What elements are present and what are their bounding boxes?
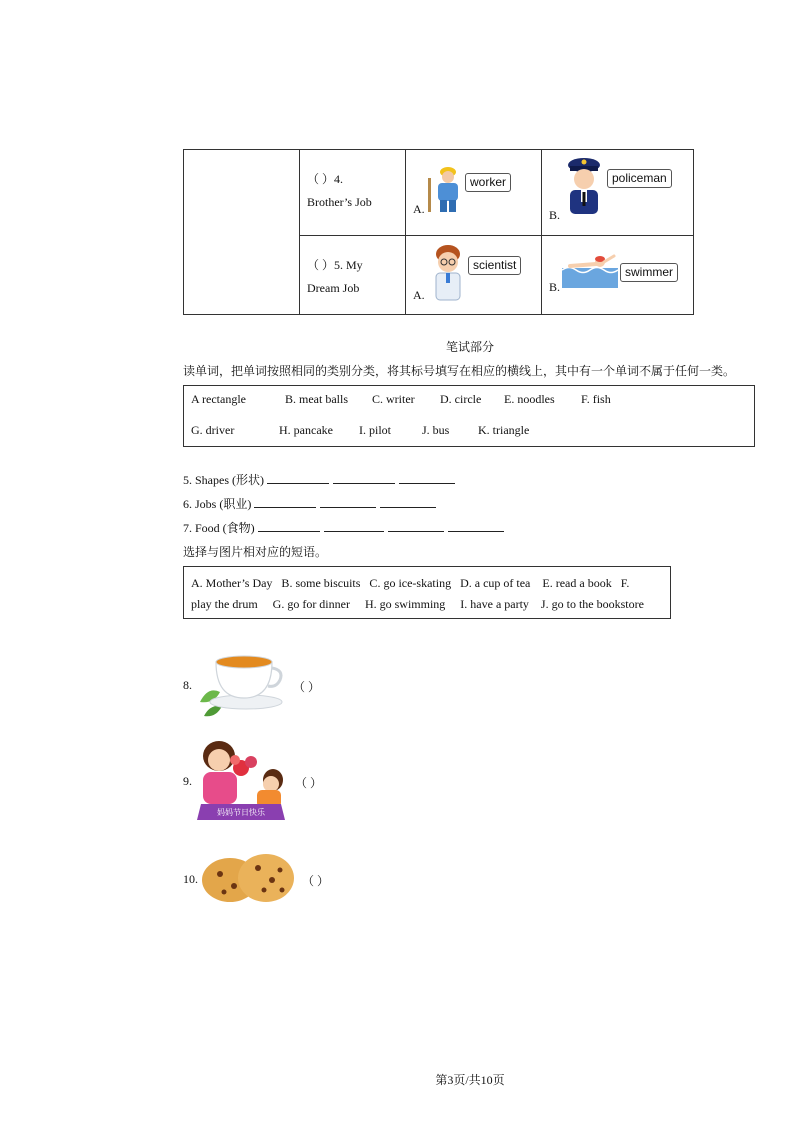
q9-answer-paren[interactable]: （ ） xyxy=(295,776,323,790)
q4-option-a[interactable] xyxy=(406,150,542,236)
word-item: I. pilot xyxy=(359,423,391,437)
phrase-box xyxy=(183,566,671,619)
word-item: F. fish xyxy=(581,392,611,406)
word-item: D. circle xyxy=(440,392,482,406)
word-item: J. bus xyxy=(422,423,450,437)
worker-icon xyxy=(426,164,466,214)
q5-b-letter: B. xyxy=(549,280,561,294)
answer-blank[interactable] xyxy=(448,521,504,532)
q5-option-a[interactable] xyxy=(406,236,542,315)
word-item: K. triangle xyxy=(478,423,530,437)
phrase-line: A. Mother’s Day B. some biscuits C. go ice-skating D. a cup of tea E. read a book F. xyxy=(191,576,630,590)
q5-option-b[interactable] xyxy=(542,236,694,315)
biscuits-icon xyxy=(200,850,296,906)
word-item: E. noodles xyxy=(504,392,555,406)
q5-b-word: swimmer xyxy=(620,263,678,282)
page-number: 第3页/共10页 xyxy=(435,1073,505,1087)
q4-b-word: policeman xyxy=(607,169,672,188)
question-4-cell xyxy=(300,150,406,236)
q6-jobs-label: 6. Jobs (职业) xyxy=(183,497,252,511)
q7-food-label: 7. Food (食物) xyxy=(183,521,255,535)
q4-b-letter: B. xyxy=(549,208,561,222)
q8-number: 8. xyxy=(183,678,192,692)
word-item: G. driver xyxy=(191,423,235,437)
q5-paren: （ ）5. My xyxy=(307,258,363,272)
word-item: B. meat balls xyxy=(285,392,348,406)
q4-option-b[interactable] xyxy=(542,150,694,236)
mothers-day-icon xyxy=(193,738,289,824)
card-text: 妈妈节日快乐 xyxy=(217,808,265,817)
q10-number: 10. xyxy=(183,872,198,886)
listening-table xyxy=(183,149,694,315)
q6-jobs-line xyxy=(183,495,440,512)
swimmer-icon xyxy=(562,250,618,288)
q8-answer-paren[interactable]: （ ） xyxy=(293,680,321,694)
answer-blank[interactable] xyxy=(258,521,320,532)
section-title: 笔试部分 xyxy=(445,340,494,354)
answer-blank[interactable] xyxy=(324,521,384,532)
q5-label: Dream Job xyxy=(307,281,360,295)
word-box xyxy=(183,385,755,447)
instruction-match: 选择与图片相对应的短语。 xyxy=(183,545,328,559)
q5-a-word: scientist xyxy=(468,256,521,275)
word-item: H. pancake xyxy=(279,423,333,437)
answer-blank[interactable] xyxy=(388,521,444,532)
instruction-classify: 读单词，把单词按照相同的类别分类，将其标号填写在相应的横线上，其中有一个单词不属于任何一类。 xyxy=(183,364,736,378)
policeman-icon xyxy=(564,156,604,216)
answer-blank[interactable] xyxy=(380,497,436,508)
answer-blank[interactable] xyxy=(333,473,395,484)
answer-blank[interactable] xyxy=(254,497,316,508)
answer-blank[interactable] xyxy=(320,497,376,508)
answer-blank[interactable] xyxy=(267,473,329,484)
word-item: A rectangle xyxy=(191,392,246,406)
empty-cell xyxy=(184,150,300,315)
q5-shapes-line xyxy=(183,471,459,488)
scientist-icon xyxy=(428,244,468,302)
tea-cup-icon xyxy=(194,646,286,720)
q5-shapes-label: 5. Shapes (形状) xyxy=(183,473,264,487)
word-item: C. writer xyxy=(372,392,415,406)
q9-number: 9. xyxy=(183,774,192,788)
q10-answer-paren[interactable]: （ ） xyxy=(302,874,330,888)
question-5-cell xyxy=(300,236,406,315)
q5-a-letter: A. xyxy=(413,288,425,302)
answer-blank[interactable] xyxy=(399,473,455,484)
q4-paren: （ ）4. xyxy=(307,172,344,186)
q4-a-word: worker xyxy=(465,173,511,192)
phrase-line: play the drum G. go for dinner H. go swimming I. have a party J. go to the bookstore xyxy=(191,597,644,611)
q4-label: Brother’s Job xyxy=(307,195,372,209)
q4-a-letter: A. xyxy=(413,202,425,216)
q7-food-line xyxy=(183,519,508,536)
